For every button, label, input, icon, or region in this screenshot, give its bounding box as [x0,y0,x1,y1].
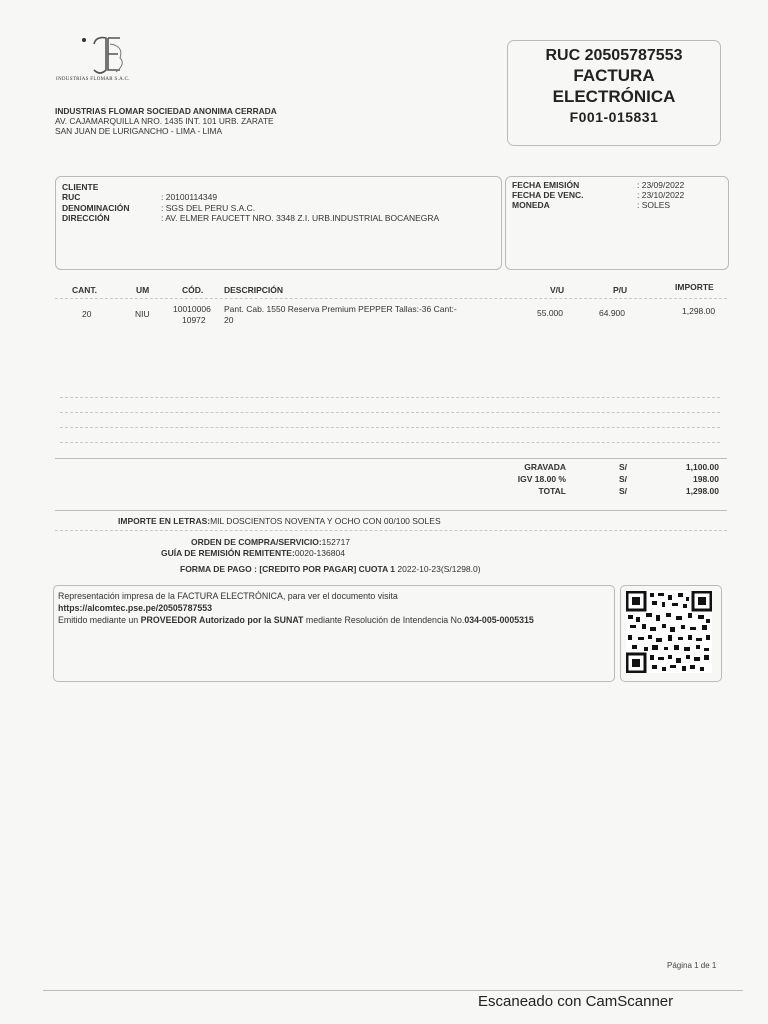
orden-compra [191,537,350,547]
forma-pago [180,564,481,574]
table-line [60,442,720,443]
igv-currency: S/ [619,474,628,484]
importe-letras-value: MIL DOSCIENTOS NOVENTA Y OCHO CON 00/100 SOLES [210,516,441,526]
table-line [60,427,720,428]
company-name: INDUSTRIAS FLOMAR SOCIEDAD ANONIMA CERRADA [55,106,277,116]
igv-value: 198.00 [693,474,719,484]
row-pu: 64.900 [599,308,625,318]
client-ruc-label: RUC [62,192,81,202]
importe-letras-label: IMPORTE EN LETRAS: [118,516,211,526]
totals-divider [55,510,727,511]
gravada-currency: S/ [619,462,628,472]
representacion-line3 [58,614,534,626]
forma-pago-value: 2022-10-23(S/1298.0) [397,564,481,574]
client-ruc-value: : 20100114349 [161,192,218,202]
fecha-venc-label: FECHA DE VENC. [512,190,584,200]
importe-letras [118,516,441,526]
camscanner-watermark: Escaneado con CamScanner [478,993,674,1010]
qr-code-icon [626,591,712,673]
client-denominacion-label: DENOMINACIÓN [62,203,130,213]
header-vu: V/U [550,285,565,295]
header-pu: P/U [613,285,628,295]
moneda-value: : SOLES [637,200,671,210]
document-type-line1: FACTURA [573,66,655,85]
row-desc-2: 20 [224,315,234,325]
gravada-label: GRAVADA [524,462,566,472]
client-direccion-label: DIRECCIÓN [62,213,110,223]
company-info [55,106,277,136]
client-box [55,176,502,270]
representacion-line3-a: Emitido mediante un [58,615,139,625]
representacion-line3-d: 034-005-0005315 [464,615,534,625]
document-type-line2: ELECTRÓNICA [552,87,676,106]
fecha-venc-value: : 23/10/2022 [637,190,685,200]
representacion-line3-b: PROVEEDOR Autorizado por la SUNAT [140,615,304,625]
gravada-value: 1,100.00 [685,462,719,472]
moneda-label: MONEDA [512,200,550,210]
fecha-emision-label: FECHA EMISIÓN [512,180,580,190]
total-value: 1,298.00 [685,486,719,496]
representacion-line1: Representación impresa de la FACTURA ELECTRÓNICA, para ver el documento visita [58,591,398,601]
client-denominacion-value: : SGS DEL PERU S.A.C. [161,203,256,213]
igv-label: IGV 18.00 % [517,474,566,484]
client-direccion-value: : AV. ELMER FAUCETT NRO. 3348 Z.I. URB.INDUSTRIAL BOCANEGRA [161,213,440,223]
document-number: F001-015831 [569,109,659,125]
guia-remision-value: 0020-136804 [294,548,345,558]
forma-pago-label: FORMA DE PAGO : [CREDITO POR PAGAR] CUOTA 1 [180,564,396,574]
table-line [60,397,720,398]
fecha-emision-value: : 23/09/2022 [637,180,685,190]
letras-divider [55,530,727,531]
document-ruc: RUC 20505787553 [545,47,683,64]
header-cod: CÓD. [182,285,204,295]
orden-compra-value: 152717 [321,537,351,547]
row-um: NIU [135,309,150,319]
header-um: UM [136,285,150,295]
ruc-box [507,40,721,146]
row-cod-2: 10972 [182,315,206,325]
company-address-2: SAN JUAN DE LURIGANCHO - LIMA - LIMA [55,126,223,136]
representacion-url[interactable]: https://alcomtec.pse.pe/20505787553 [58,603,213,613]
total-label: TOTAL [538,486,566,496]
row-desc-1: Pant. Cab. 1550 Reserva Premium PEPPER Tallas:-36 Cant:- [224,304,457,314]
table-bottom-divider [55,458,727,459]
guia-remision [161,548,345,558]
header-cant: CANT. [72,285,98,295]
page-number: Página 1 de 1 [667,961,717,970]
company-logo-icon [80,34,130,78]
row-importe: 1,298.00 [682,306,716,316]
scan-bottom-line [43,990,743,991]
total-currency: S/ [619,486,628,496]
representacion-line3-c: mediante Resolución de Intendencia No. [305,615,465,625]
row-cant: 20 [82,309,92,319]
header-divider [55,298,727,299]
client-label: CLIENTE [62,182,99,192]
header-descripcion: DESCRIPCIÓN [224,285,284,295]
table-line [60,412,720,413]
row-cod-1: 10010006 [173,304,211,314]
header-importe: IMPORTE [675,282,714,292]
guia-remision-label: GUÍA DE REMISIÓN REMITENTE: [161,548,295,558]
row-vu: 55.000 [537,308,563,318]
orden-compra-label: ORDEN DE COMPRA/SERVICIO: [191,537,322,547]
logo-text: INDUSTRIAS FLOMAR S.A.C. [56,77,130,82]
company-address-1: AV. CAJAMARQUILLA NRO. 1435 INT. 101 URB. ZARATE [55,116,274,126]
